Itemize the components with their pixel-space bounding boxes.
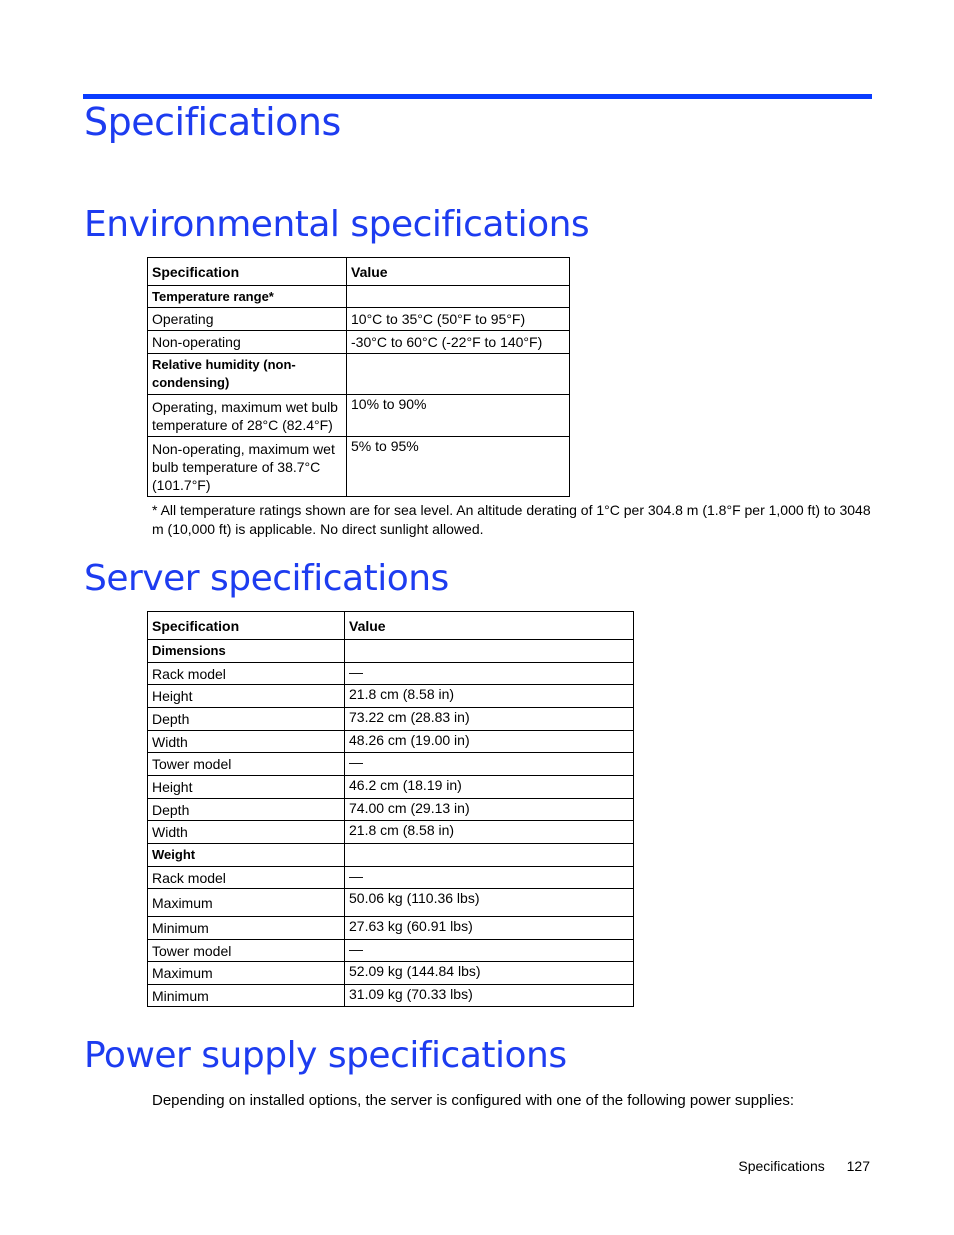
server-value-cell: 21.8 cm (8.58 in) <box>345 685 634 708</box>
footer-section-label: Specifications <box>738 1158 825 1174</box>
server-header-value: Value <box>345 612 634 640</box>
server-spec-cell: Width <box>148 821 345 844</box>
server-value-cell: 50.06 kg (110.36 lbs) <box>345 889 634 917</box>
environmental-section-title: Environmental specifications <box>84 204 590 245</box>
server-value-cell: 74.00 cm (29.13 in) <box>345 799 634 821</box>
server-spec-cell: Maximum <box>148 889 345 917</box>
server-spec-cell: Tower model <box>148 753 345 776</box>
server-value-cell: 73.22 cm (28.83 in) <box>345 708 634 731</box>
server-value-cell: — <box>345 940 634 962</box>
power-intro-text: Depending on installed options, the server is configured with one of the following power supplies: <box>152 1092 795 1109</box>
environmental-footnote: * All temperature ratings shown are for sea level. An altitude derating of 1°C per 304.8 m (1.8°F per 1,000 ft) to 3048 m (10,000 ft) is applicable. No direct sunlight allowed. <box>152 502 871 537</box>
env-spec-cell: Non-operating <box>148 331 347 354</box>
server-row <box>148 867 634 889</box>
env-header-value: Value <box>347 258 570 286</box>
env-row <box>148 308 570 331</box>
server-spec-cell: Height <box>148 685 345 708</box>
server-row <box>148 917 634 940</box>
chapter-rule <box>83 94 872 99</box>
server-spec-cell: Tower model <box>148 940 345 962</box>
server-header-specification: Specification <box>148 612 345 640</box>
server-header-row <box>148 612 634 640</box>
env-value-cell <box>347 354 570 395</box>
server-spec-cell: Minimum <box>148 917 345 940</box>
page-number: 127 <box>846 1158 870 1174</box>
server-row <box>148 640 634 663</box>
env-value-cell: 10% to 90% <box>347 395 570 437</box>
server-value-cell: — <box>345 663 634 685</box>
server-spec-cell: Depth <box>148 708 345 731</box>
server-value-cell: 46.2 cm (18.19 in) <box>345 776 634 799</box>
chapter-title: Specifications <box>84 100 341 144</box>
env-row <box>148 395 570 437</box>
env-header-row <box>148 258 570 286</box>
env-value-cell: -30°C to 60°C (-22°F to 140°F) <box>347 331 570 354</box>
server-value-cell: — <box>345 753 634 776</box>
server-spec-cell: Maximum <box>148 962 345 985</box>
env-group-label: Temperature range* <box>148 286 347 308</box>
env-spec-cell: Operating, maximum wet bulb temperature of 28°C (82.4°F) <box>148 395 347 437</box>
server-value-cell <box>345 640 634 663</box>
server-value-cell: — <box>345 867 634 889</box>
server-group-label: Weight <box>148 844 345 867</box>
server-row <box>148 753 634 776</box>
env-row <box>148 331 570 354</box>
server-spec-cell: Depth <box>148 799 345 821</box>
server-value-cell: 21.8 cm (8.58 in) <box>345 821 634 844</box>
server-spec-table <box>147 611 634 1007</box>
env-value-cell: 10°C to 35°C (50°F to 95°F) <box>347 308 570 331</box>
env-row <box>148 286 570 308</box>
environmental-spec-table <box>147 257 570 497</box>
server-spec-cell: Height <box>148 776 345 799</box>
power-section-title: Power supply specifications <box>84 1035 567 1076</box>
server-row <box>148 685 634 708</box>
server-row <box>148 844 634 867</box>
server-row <box>148 708 634 731</box>
env-row <box>148 354 570 395</box>
env-row <box>148 437 570 497</box>
server-row <box>148 962 634 985</box>
server-spec-cell: Width <box>148 731 345 753</box>
server-value-cell <box>345 844 634 867</box>
env-group-label: Relative humidity (non-condensing) <box>148 354 347 395</box>
server-row <box>148 821 634 844</box>
page-footer <box>738 1158 870 1174</box>
server-section-title: Server specifications <box>84 558 449 599</box>
server-row <box>148 799 634 821</box>
server-value-cell: 48.26 cm (19.00 in) <box>345 731 634 753</box>
server-row <box>148 985 634 1007</box>
server-row <box>148 731 634 753</box>
server-spec-cell: Minimum <box>148 985 345 1007</box>
server-value-cell: 31.09 kg (70.33 lbs) <box>345 985 634 1007</box>
server-row <box>148 776 634 799</box>
env-spec-cell: Operating <box>148 308 347 331</box>
server-value-cell: 27.63 kg (60.91 lbs) <box>345 917 634 940</box>
server-spec-cell: Rack model <box>148 867 345 889</box>
server-row <box>148 889 634 917</box>
server-row <box>148 940 634 962</box>
server-group-label: Dimensions <box>148 640 345 663</box>
server-value-cell: 52.09 kg (144.84 lbs) <box>345 962 634 985</box>
env-spec-cell: Non-operating, maximum wet bulb temperature of 38.7°C (101.7°F) <box>148 437 347 497</box>
env-value-cell: 5% to 95% <box>347 437 570 497</box>
server-row <box>148 663 634 685</box>
env-value-cell <box>347 286 570 308</box>
server-spec-cell: Rack model <box>148 663 345 685</box>
env-header-specification: Specification <box>148 258 347 286</box>
